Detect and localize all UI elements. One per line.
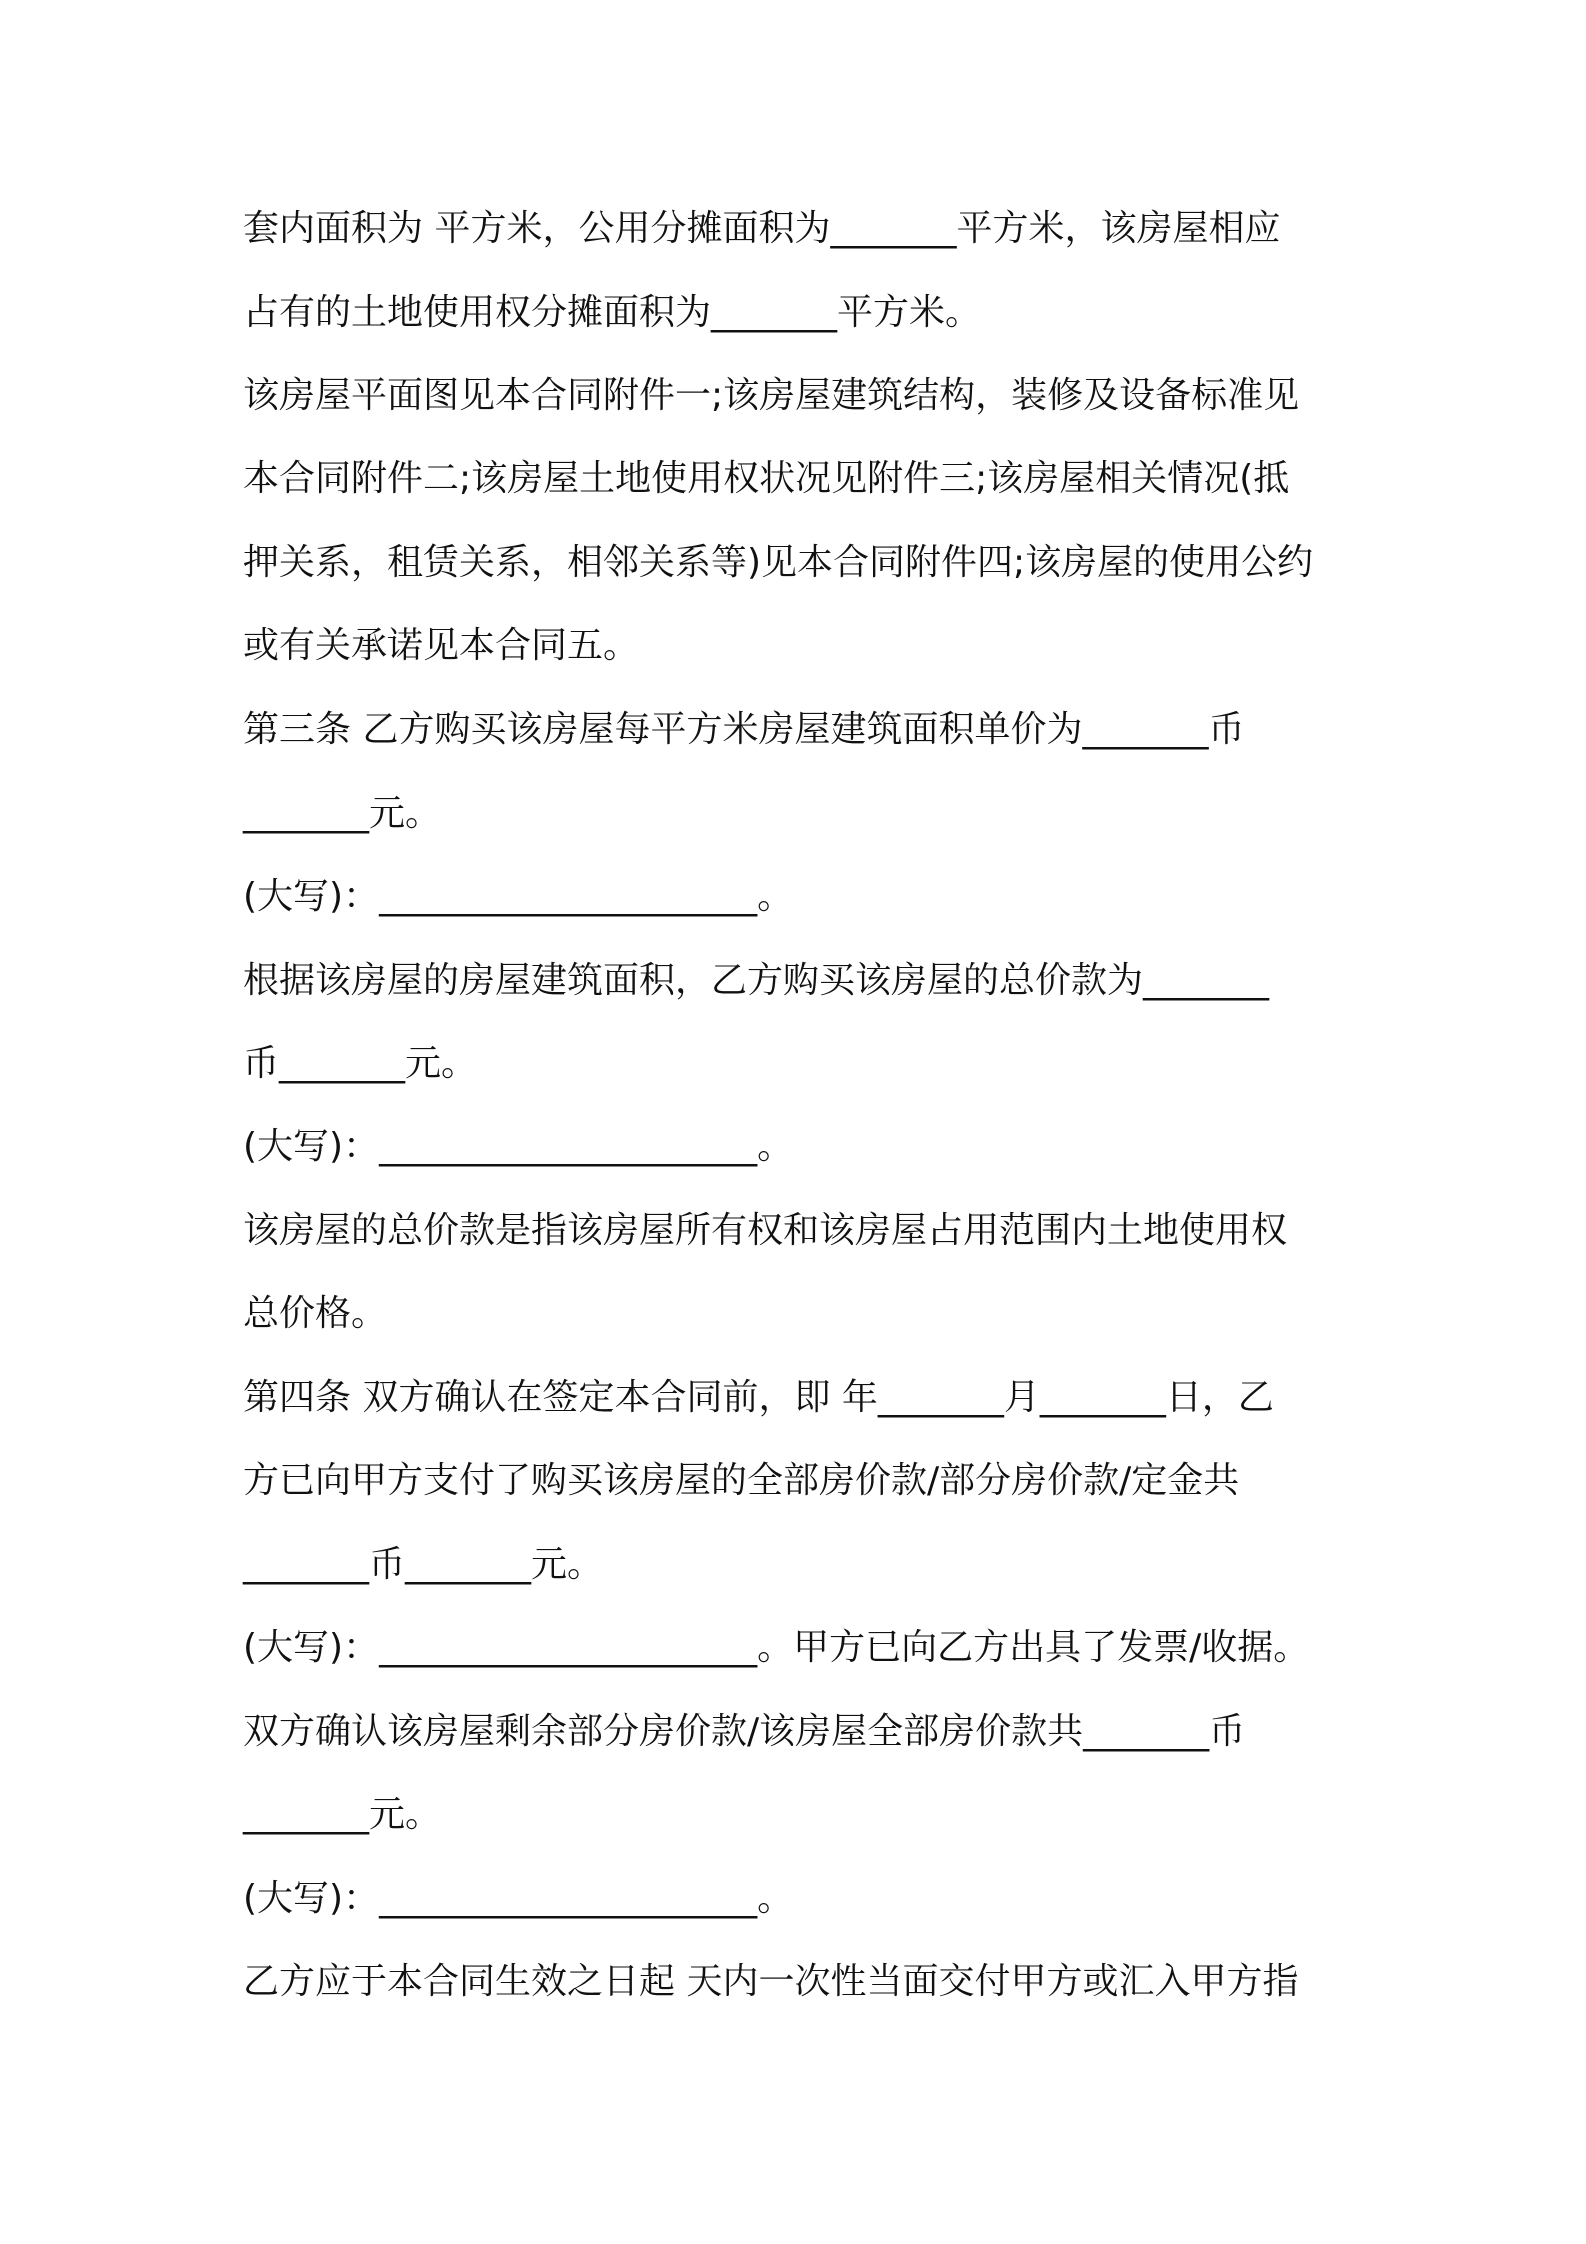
capital-amount-line-2: (大写)：_____________________。	[243, 1126, 794, 1167]
capital-amount-line-1: (大写)：_____________________。	[243, 876, 794, 917]
text-line-17: _______币_______元。	[243, 1544, 604, 1585]
capital-amount-line-4: (大写)：_____________________。	[243, 1878, 794, 1919]
text-line-19: 双方确认该房屋剩余部分房价款/该房屋全部房价款共_______币	[243, 1711, 1246, 1752]
text-line-6: 或有关承诺见本合同五。	[243, 625, 640, 666]
text-line-5: 押关系，租赁关系，相邻关系等)见本合同附件四;该房屋的使用公约	[243, 542, 1314, 583]
text-line-10: 根据该房屋的房屋建筑面积，乙方购买该房屋的总价款为_______	[243, 960, 1270, 1001]
text-line-4: 本合同附件二;该房屋土地使用权状况见附件三;该房屋相关情况(抵	[243, 458, 1290, 499]
text-line-2: 占有的土地使用权分摊面积为_______平方米。	[243, 292, 982, 333]
text-line-13: 该房屋的总价款是指该房屋所有权和该房屋占用范围内土地使用权	[243, 1210, 1288, 1251]
text-line-3: 该房屋平面图见本合同附件一;该房屋建筑结构，装修及设备标准见	[243, 375, 1300, 416]
text-line-20: _______元。	[243, 1794, 442, 1835]
text-line-1: 套内面积为 平方米，公用分摊面积为_______平方米，该房屋相应	[243, 208, 1281, 249]
capital-amount-line-3: (大写)：_____________________。甲方已向乙方出具了发票/收据。	[243, 1627, 1310, 1668]
text-line-8: _______元。	[243, 793, 442, 834]
text-line-16: 方已向甲方支付了购买该房屋的全部房价款/部分房价款/定金共	[243, 1460, 1240, 1501]
article-4-heading-line: 第四条 双方确认在签定本合同前，即 年_______月_______日，乙	[243, 1377, 1274, 1418]
text-line-11: 币_______元。	[243, 1043, 478, 1084]
article-3-heading-line: 第三条 乙方购买该房屋每平方米房屋建筑面积单价为_______币	[243, 709, 1245, 750]
text-line-14: 总价格。	[243, 1293, 388, 1334]
text-line-22: 乙方应于本合同生效之日起 天内一次性当面交付甲方或汇入甲方指	[243, 1961, 1299, 2002]
